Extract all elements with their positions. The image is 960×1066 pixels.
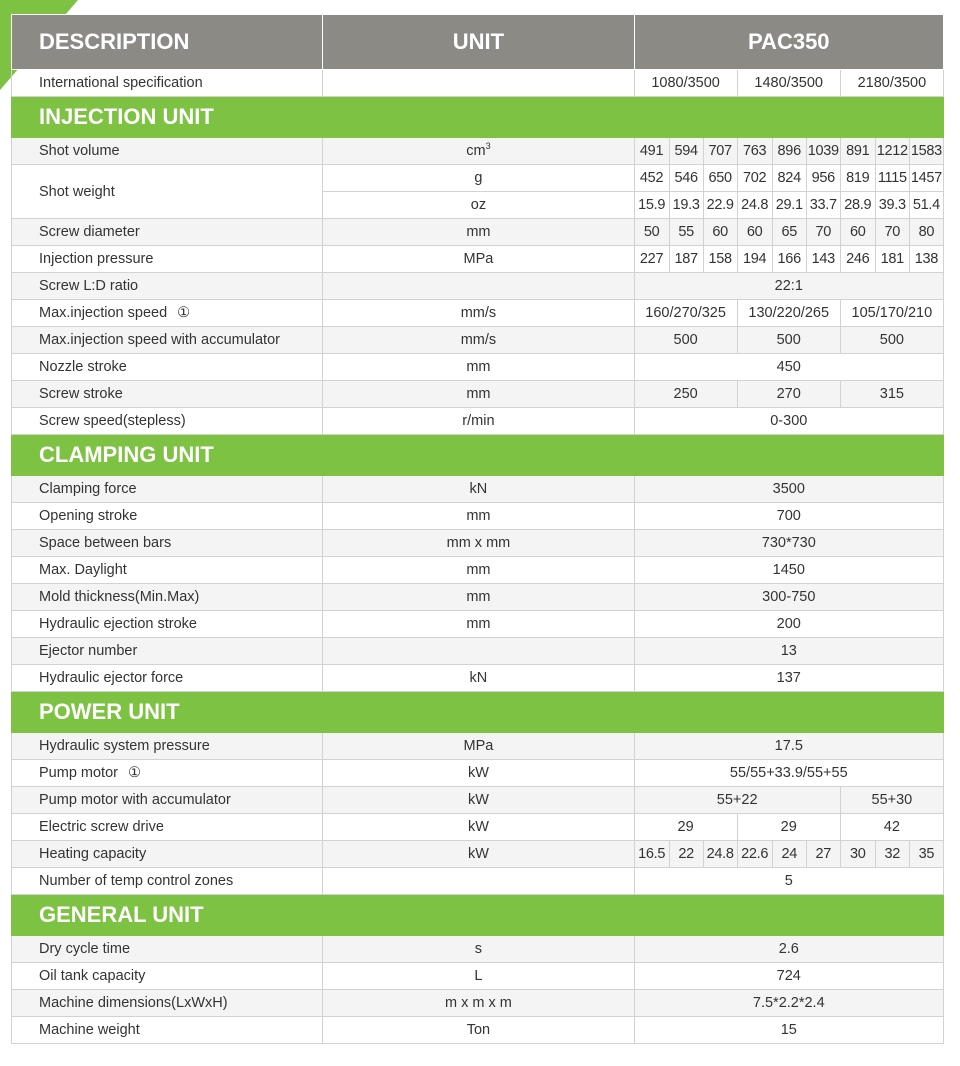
table-row — [12, 611, 944, 638]
section-title: INJECTION UNIT — [12, 97, 944, 138]
value-cell: 27 — [806, 841, 840, 868]
table-row-pump-motor-acc — [12, 787, 944, 814]
section-injection — [12, 97, 944, 138]
value-cell: 55/55+33.9/55+55 — [634, 760, 943, 787]
table-row — [12, 503, 944, 530]
value-cell: 1115 — [875, 165, 909, 192]
row-unit — [323, 638, 634, 665]
value-cell: 200 — [634, 611, 943, 638]
value-cell: 166 — [772, 246, 806, 273]
row-label: Max. Daylight — [12, 557, 323, 584]
value-cell: 300-750 — [634, 584, 943, 611]
table-row — [12, 936, 944, 963]
table-row-screw-diameter — [12, 219, 944, 246]
value-cell: 3500 — [634, 476, 943, 503]
value-cell: 194 — [737, 246, 772, 273]
table-row-shot-weight-g — [12, 165, 944, 192]
value-cell: 19.3 — [669, 192, 703, 219]
footnote-mark: ① — [177, 305, 191, 321]
table-row-screw-stroke — [12, 381, 944, 408]
row-unit — [323, 868, 634, 895]
value-cell: 0-300 — [634, 408, 943, 435]
value-cell: 500 — [634, 327, 737, 354]
row-unit: mm — [323, 354, 634, 381]
value-cell: 650 — [703, 165, 737, 192]
table-row — [12, 557, 944, 584]
table-row — [12, 665, 944, 692]
value-cell: 819 — [840, 165, 875, 192]
row-label: Hydraulic system pressure — [12, 733, 323, 760]
value-cell: 22.6 — [737, 841, 772, 868]
table-row-screw-speed — [12, 408, 944, 435]
row-unit: m x m x m — [323, 990, 634, 1017]
value-cell: 42 — [840, 814, 943, 841]
value-cell: 700 — [634, 503, 943, 530]
row-label: Shot volume — [12, 138, 323, 165]
value-cell: 896 — [772, 138, 806, 165]
value-cell: 1457 — [909, 165, 943, 192]
row-label: Screw speed(stepless) — [12, 408, 323, 435]
section-clamping — [12, 435, 944, 476]
value-cell: 138 — [909, 246, 943, 273]
value-cell: 70 — [875, 219, 909, 246]
value-cell: 143 — [806, 246, 840, 273]
row-label: Hydraulic ejection stroke — [12, 611, 323, 638]
value-cell: 39.3 — [875, 192, 909, 219]
table-row-shot-volume — [12, 138, 944, 165]
value-cell: 160/270/325 — [634, 300, 737, 327]
value-cell: 55+22 — [634, 787, 840, 814]
value-cell: 29.1 — [772, 192, 806, 219]
value-cell: 32 — [875, 841, 909, 868]
table-row — [12, 638, 944, 665]
row-unit: kW — [323, 760, 634, 787]
row-label: Screw L:D ratio — [12, 273, 323, 300]
section-power — [12, 692, 944, 733]
row-unit: s — [323, 936, 634, 963]
table-header — [12, 15, 944, 70]
table-row — [12, 990, 944, 1017]
value-cell: 22:1 — [634, 273, 943, 300]
row-label: Ejector number — [12, 638, 323, 665]
row-unit: L — [323, 963, 634, 990]
table-row-nozzle-stroke — [12, 354, 944, 381]
row-label: Hydraulic ejector force — [12, 665, 323, 692]
row-label: Space between bars — [12, 530, 323, 557]
value-cell: 315 — [840, 381, 943, 408]
value-cell: 246 — [840, 246, 875, 273]
table-row-injection-pressure — [12, 246, 944, 273]
section-title: POWER UNIT — [12, 692, 944, 733]
value-cell: 22 — [669, 841, 703, 868]
value-cell: 187 — [669, 246, 703, 273]
row-unit: mm/s — [323, 327, 634, 354]
section-general — [12, 895, 944, 936]
row-unit: oz — [323, 192, 634, 219]
value-cell: 29 — [737, 814, 840, 841]
row-unit: kN — [323, 665, 634, 692]
value-cell: 22.9 — [703, 192, 737, 219]
value-cell: 594 — [669, 138, 703, 165]
table-row-screw-ld — [12, 273, 944, 300]
value-cell: 707 — [703, 138, 737, 165]
section-title: GENERAL UNIT — [12, 895, 944, 936]
value-cell: 55+30 — [840, 787, 943, 814]
value-cell: 250 — [634, 381, 737, 408]
row-unit: Ton — [323, 1017, 634, 1044]
row-label: Opening stroke — [12, 503, 323, 530]
value-cell: 29 — [634, 814, 737, 841]
value-cell: 51.4 — [909, 192, 943, 219]
row-unit: mm/s — [323, 300, 634, 327]
row-unit: mm — [323, 219, 634, 246]
row-unit: r/min — [323, 408, 634, 435]
value-cell: 60 — [703, 219, 737, 246]
row-label: Clamping force — [12, 476, 323, 503]
row-label: Max.injection speed ① — [12, 300, 323, 327]
value-cell: 1039 — [806, 138, 840, 165]
table-row — [12, 530, 944, 557]
header-unit: UNIT — [323, 15, 634, 70]
value-cell: 891 — [840, 138, 875, 165]
value-cell: 60 — [840, 219, 875, 246]
value-cell: 546 — [669, 165, 703, 192]
row-unit: kW — [323, 787, 634, 814]
row-unit: mm — [323, 611, 634, 638]
value-cell: 65 — [772, 219, 806, 246]
value-cell: 35 — [909, 841, 943, 868]
footnote-mark: ① — [127, 765, 141, 781]
row-label: Machine weight — [12, 1017, 323, 1044]
value-cell: 1212 — [875, 138, 909, 165]
value-cell: 105/170/210 — [840, 300, 943, 327]
value-cell: 491 — [634, 138, 669, 165]
row-label: Nozzle stroke — [12, 354, 323, 381]
value-cell: 33.7 — [806, 192, 840, 219]
value-cell: 30 — [840, 841, 875, 868]
table-row — [12, 476, 944, 503]
value-cell: 824 — [772, 165, 806, 192]
row-unit: kW — [323, 841, 634, 868]
table-row-pump-motor — [12, 760, 944, 787]
value-cell: 15 — [634, 1017, 943, 1044]
row-unit: kN — [323, 476, 634, 503]
value-cell: 730*730 — [634, 530, 943, 557]
row-label: Oil tank capacity — [12, 963, 323, 990]
row-unit: mm — [323, 584, 634, 611]
value-cell: 2180/3500 — [840, 70, 943, 97]
table-row-screw-drive — [12, 814, 944, 841]
value-cell: 24.8 — [737, 192, 772, 219]
row-label: Injection pressure — [12, 246, 323, 273]
row-unit: mm — [323, 381, 634, 408]
row-unit — [323, 273, 634, 300]
value-cell: 16.5 — [634, 841, 669, 868]
value-cell: 500 — [840, 327, 943, 354]
value-cell: 24 — [772, 841, 806, 868]
row-label: Pump motor with accumulator — [12, 787, 323, 814]
row-unit: $cm^3$ — [323, 138, 634, 165]
value-cell: 137 — [634, 665, 943, 692]
value-cell: 181 — [875, 246, 909, 273]
row-label: Pump motor ① — [12, 760, 323, 787]
row-unit: MPa — [323, 733, 634, 760]
value-cell: 1450 — [634, 557, 943, 584]
value-cell: 17.5 — [634, 733, 943, 760]
row-label: Heating capacity — [12, 841, 323, 868]
table-row-heating — [12, 841, 944, 868]
header-model: PAC350 — [634, 15, 943, 70]
value-cell: 7.5*2.2*2.4 — [634, 990, 943, 1017]
row-label: Electric screw drive — [12, 814, 323, 841]
value-cell: 55 — [669, 219, 703, 246]
value-cell: 450 — [634, 354, 943, 381]
row-unit: g — [323, 165, 634, 192]
row-label: Shot weight — [12, 165, 323, 219]
row-label: Machine dimensions(LxWxH) — [12, 990, 323, 1017]
row-unit: mm x mm — [323, 530, 634, 557]
value-cell: 1080/3500 — [634, 70, 737, 97]
table-row-max-injection-speed — [12, 300, 944, 327]
value-cell: 158 — [703, 246, 737, 273]
value-cell: 702 — [737, 165, 772, 192]
value-cell: 5 — [634, 868, 943, 895]
table-row-system-pressure — [12, 733, 944, 760]
value-cell: 500 — [737, 327, 840, 354]
row-unit: mm — [323, 503, 634, 530]
value-cell: 60 — [737, 219, 772, 246]
value-cell: 227 — [634, 246, 669, 273]
row-label: Dry cycle time — [12, 936, 323, 963]
row-label: Number of temp control zones — [12, 868, 323, 895]
header-description: DESCRIPTION — [12, 15, 323, 70]
table-row-temp-zones — [12, 868, 944, 895]
value-cell: 15.9 — [634, 192, 669, 219]
spec-table — [11, 14, 944, 1044]
value-cell: 956 — [806, 165, 840, 192]
value-cell: 28.9 — [840, 192, 875, 219]
value-cell: 24.8 — [703, 841, 737, 868]
value-cell: 130/220/265 — [737, 300, 840, 327]
table-row — [12, 1017, 944, 1044]
table-row — [12, 584, 944, 611]
section-title: CLAMPING UNIT — [12, 435, 944, 476]
value-cell: 724 — [634, 963, 943, 990]
value-cell: 452 — [634, 165, 669, 192]
row-label: Mold thickness(Min.Max) — [12, 584, 323, 611]
value-cell: 270 — [737, 381, 840, 408]
unit-superscript: 3 — [485, 141, 491, 151]
value-cell: 1480/3500 — [737, 70, 840, 97]
row-label: Max.injection speed with accumulator — [12, 327, 323, 354]
row-unit: mm — [323, 557, 634, 584]
row-label: Screw stroke — [12, 381, 323, 408]
value-cell: 70 — [806, 219, 840, 246]
value-cell: 50 — [634, 219, 669, 246]
row-label: Screw diameter — [12, 219, 323, 246]
table-row-intl — [12, 70, 944, 97]
value-cell: 763 — [737, 138, 772, 165]
value-cell: 80 — [909, 219, 943, 246]
value-cell: 1583 — [909, 138, 943, 165]
table-row — [12, 963, 944, 990]
value-cell: 2.6 — [634, 936, 943, 963]
row-unit: MPa — [323, 246, 634, 273]
table-row-max-injection-speed-acc — [12, 327, 944, 354]
row-unit: kW — [323, 814, 634, 841]
value-cell: 13 — [634, 638, 943, 665]
row-unit — [323, 70, 634, 97]
row-label: International specification — [12, 70, 323, 97]
